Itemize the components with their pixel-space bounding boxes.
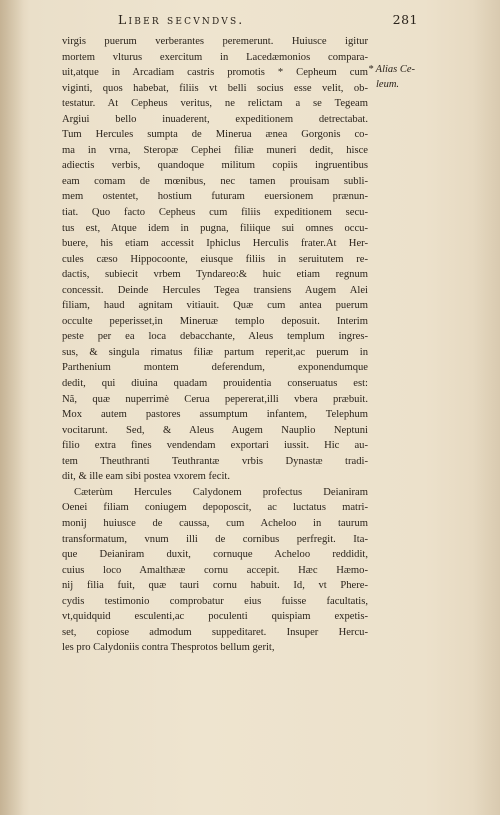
- text-line: tem Theuthranti Teuthrantæ vrbis Dynastæ tradi-: [62, 455, 368, 467]
- text-line: monij huiusce de caussa, cum Acheloo in taurum: [62, 517, 368, 529]
- text-line: uit,atque in Arcadiam castris promotis * Cepheum cum: [62, 67, 368, 79]
- text-line: cuius loco Amalthææ cornu accepit. Hæc Hæmo-: [62, 564, 368, 576]
- text-line: Cæterùm Hercules Calydonem profectus Deianiram: [74, 486, 368, 498]
- margin-note: [368, 62, 468, 92]
- running-title: Liber secvndvs.: [118, 12, 245, 27]
- text-line: Tum Hercules sumpta de Minerua ænea Gorgonis co-: [62, 129, 368, 141]
- text-line: ma in vrna, Steropæ Cephei filiæ muneri dedit, hisce: [62, 144, 368, 156]
- text-line: tiat. Quo facto Cepheus cum filiis expeditionem secu-: [62, 207, 368, 219]
- text-line: vt,quidquid esculenti,ac poculenti quispiam expetis-: [62, 611, 368, 623]
- text-line: cules cæso Hippocoonte, eiusque filiis in seruitutem re-: [62, 253, 368, 265]
- text-line: transformatum, vnum illi de cornibus perfregit. Ita-: [62, 533, 368, 545]
- text-line: Oenei filiam coniugem depoposcit, ac luctatus matri-: [62, 502, 368, 514]
- text-line: virgis puerum verberantes peremerunt. Huiusce igitur: [62, 36, 368, 47]
- body-text: [62, 34, 368, 656]
- text-line: testatur. At Cepheus veritus, ne relictam a se Tegeam: [62, 98, 368, 110]
- text-line: peste per ea loca debacchante, Aleus templum ingres-: [62, 331, 368, 343]
- margin-note-line: * Alias Ce-: [368, 64, 416, 75]
- text-line: adiectis verbis, quandoque militum copiis ingruentibus: [62, 160, 368, 172]
- text-line: set, copiose admodum suppeditaret. Insuper Hercu-: [62, 626, 368, 638]
- text-line: Nã, quæ nuperrimè Cerua pepererat,illi vbera præbuit.: [62, 393, 368, 405]
- text-line: sus, & singula rimatus filiæ partum reperit,ac puerum in: [62, 346, 368, 358]
- text-line: tus est, Atque idem in pugna, filiique sui omnes occu-: [62, 222, 368, 234]
- text-line: dedit, qui diuina quadam prouidentia conseruatus est:: [62, 378, 368, 390]
- text-line: Mox autem pastores assumptum infantem, Telephum: [62, 409, 368, 421]
- text-line: occulte peperisset,in Mineruæ templo deposuit. Interim: [62, 315, 368, 327]
- running-header: [118, 12, 418, 27]
- text-line: filiam, haud agnitam vitiauit. Quæ cum antea puerum: [62, 300, 368, 312]
- text-line: concessit. Deinde Hercules Tegea transiens Augem Alei: [62, 284, 368, 296]
- text-line: Parthenium montem deferendum, exponendumque: [62, 362, 368, 374]
- text-line: mem ostentet, hostium futuram euersionem prænun-: [62, 191, 368, 203]
- text-line: les pro Calydoniis contra Thesprotos bellum gerit,: [62, 642, 275, 654]
- text-line: Argiui bello inuaderent, expeditionem detrectabat.: [62, 113, 368, 125]
- margin-note-line: leum.: [376, 79, 400, 90]
- text-line: filio extra fines vendendam exportari iussit. Hic au-: [62, 440, 368, 452]
- text-line: mortem vlturus exercitum in Lacedæmonios compara-: [62, 51, 368, 63]
- text-line: dactis, subiecit vrbem Tyndareo:& huic etiam regnum: [62, 269, 368, 281]
- text-line: cydis testimonio comprobatur eius fuisse facultatis,: [62, 595, 368, 607]
- text-line: viginti, quos habebat, filiis vt belli socius esse velit, ob-: [62, 82, 368, 94]
- text-line: dit, & ille eam sibi postea vxorem fecit.: [62, 471, 230, 483]
- page-number: 281: [392, 12, 418, 27]
- text-line: que Deianiram duxit, cornuque Acheloo reddidit,: [62, 549, 368, 561]
- text-line: nij filia fuit, quæ tauri cornu habuit. Id, vt Phere-: [62, 580, 368, 592]
- text-line: eam comam de mœnibus, nec tamen prouisam subli-: [62, 175, 368, 187]
- text-line: vocitarunt. Sed, & Aleus Augem Nauplio Neptuni: [62, 424, 368, 436]
- page-gutter-shadow: [0, 0, 24, 815]
- text-line: buere, his etiam accessit Iphiclus Herculis frater.At Her-: [62, 238, 368, 250]
- page-edge-shadow: [472, 0, 500, 815]
